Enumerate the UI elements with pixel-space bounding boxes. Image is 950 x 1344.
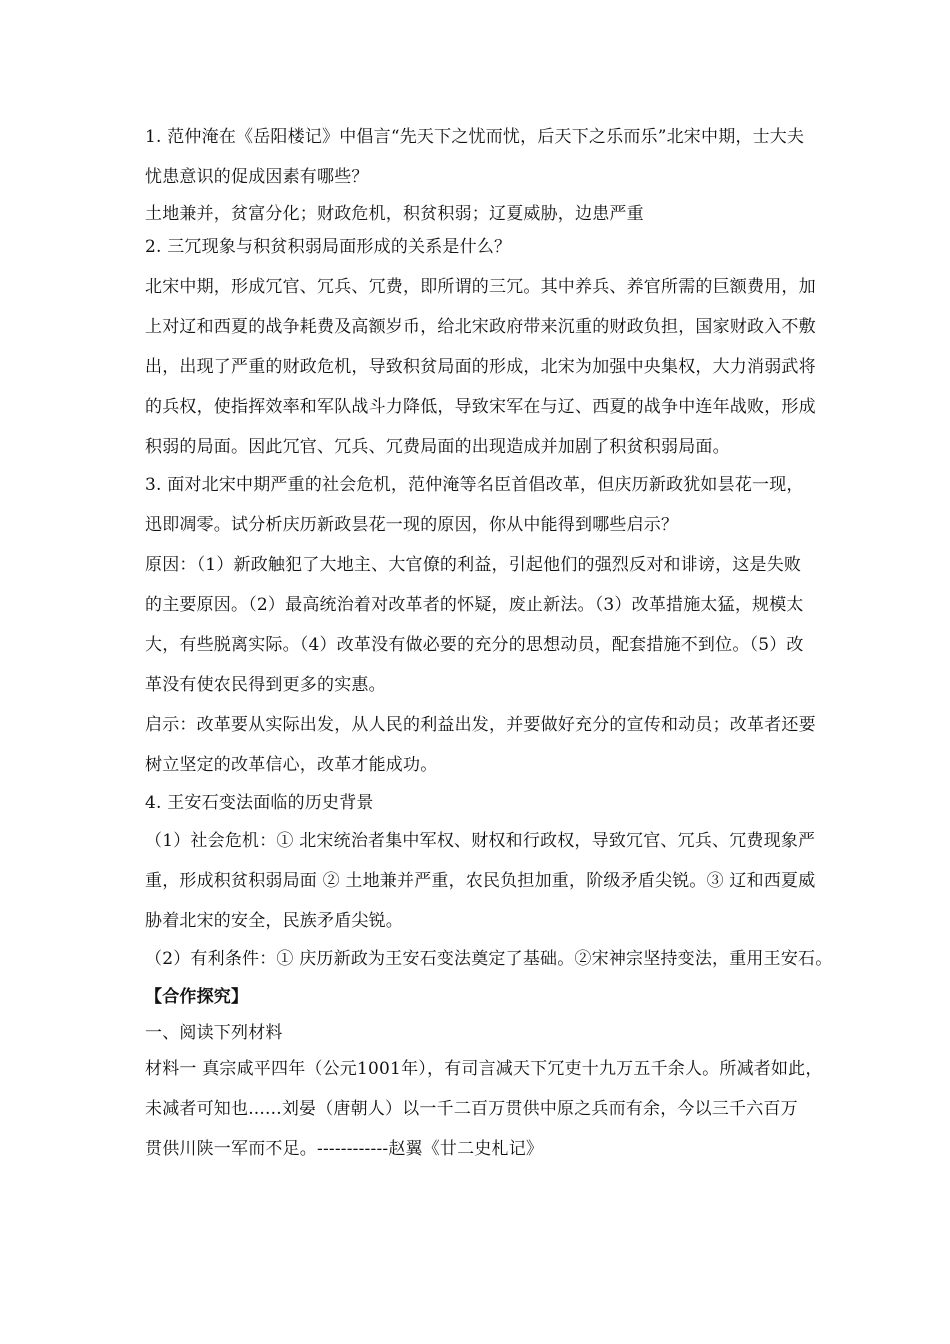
question-4: 4. 王安石变法面临的历史背景	[145, 793, 374, 813]
answer-1: 土地兼并，贫富分化；财政危机，积贫积弱；辽夏威胁，边患严重	[145, 204, 644, 224]
answer-4-favorable: （2）有利条件：① 庆历新政为王安石变法奠定了基础。②宋神宗坚持变法，重用王安石。	[145, 949, 833, 969]
material-1-line-2: 未减者可知也......刘晏（唐朝人）以一千二百万贯供中原之兵而有余，今以三千六百万	[145, 1099, 798, 1119]
answer-3-reason-line-3: 大，有些脱离实际。（4）改革没有做必要的充分的思想动员，配套措施不到位。（5）改	[145, 635, 804, 655]
question-2: 2. 三冗现象与积贫积弱局面形成的关系是什么？	[145, 237, 512, 257]
question-1-line-1: 1. 范仲淹在《岳阳楼记》中倡言“先天下之忧而忧，后天下之乐而乐”北宋中期，士大夫	[145, 127, 805, 147]
question-1-line-2: 忧患意识的促成因素有哪些？	[145, 167, 369, 187]
answer-3-insight-line-1: 启示：改革要从实际出发，从人民的利益出发，并要做好充分的宣传和动员；改革者还要	[145, 715, 816, 735]
material-1-line-1: 材料一 真宗咸平四年（公元1001年），有司言减天下冗吏十九万五千余人。所减者如此，	[145, 1059, 823, 1079]
answer-4-crisis-line-3: 胁着北宋的安全，民族矛盾尖锐。	[145, 911, 403, 931]
answer-3-reason-line-2: 的主要原因。（2）最高统治着对改革者的怀疑，废止新法。（3）改革措施太猛，规模太	[145, 595, 804, 615]
reading-instruction: 一、阅读下列材料	[145, 1023, 283, 1043]
answer-4-crisis-line-1: （1）社会危机：① 北宋统治者集中军权、财权和行政权，导致冗官、冗兵、冗费现象严	[145, 831, 816, 851]
answer-2-line-1: 北宋中期，形成冗官、冗兵、冗费，即所谓的三冗。其中养兵、养官所需的巨额费用，加	[145, 277, 816, 297]
answer-3-insight-line-2: 树立坚定的改革信心，改革才能成功。	[145, 755, 438, 775]
answer-2-line-2: 上对辽和西夏的战争耗费及高额岁币，给北宋政府带来沉重的财政负担，国家财政入不敷	[145, 317, 816, 337]
answer-2-line-5: 积弱的局面。因此冗官、冗兵、冗费局面的出现造成并加剧了积贫积弱局面。	[145, 437, 730, 457]
answer-2-line-3: 出，出现了严重的财政危机，导致积贫局面的形成，北宋为加强中央集权，大力消弱武将	[145, 357, 816, 377]
material-1-line-3: 贯供川陕一军而不足。------------赵翼《廿二史札记》	[145, 1139, 544, 1159]
answer-4-crisis-line-2: 重，形成积贫积弱局面 ② 土地兼并严重，农民负担加重，阶级矛盾尖锐。③ 辽和西夏威	[145, 871, 816, 891]
question-3-line-2: 迅即凋零。试分析庆历新政昙花一现的原因，你从中能得到哪些启示？	[145, 515, 679, 535]
answer-3-reason-line-1: 原因：（1）新政触犯了大地主、大官僚的利益，引起他们的强烈反对和诽谤，这是失败	[145, 555, 802, 575]
question-3-line-1: 3. 面对北宋中期严重的社会危机，范仲淹等名臣首倡改革，但庆历新政犹如昙花一现，	[145, 475, 804, 495]
answer-3-reason-line-4: 革没有使农民得到更多的实惠。	[145, 675, 386, 695]
answer-2-line-4: 的兵权，使指挥效率和军队战斗力降低，导致宋军在与辽、西夏的战争中连年战败，形成	[145, 397, 816, 417]
section-heading-cooperative-inquiry: 【合作探究】	[145, 987, 249, 1007]
